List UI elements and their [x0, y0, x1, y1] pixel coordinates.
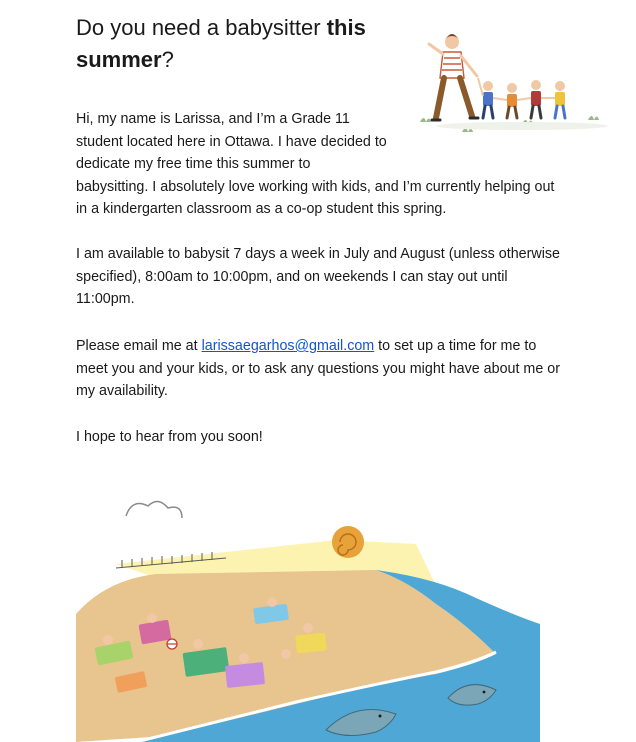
contact-before: Please email me at [76, 338, 202, 354]
sun-icon [332, 526, 364, 558]
title-part-1: Do you need a babysitter [76, 15, 327, 40]
page-title [76, 12, 406, 76]
beach-ball-icon [167, 639, 177, 649]
cloud [126, 501, 182, 518]
intro-rest: babysitting. I absolutely love working with kids, and I’m currently helping out in a kindergarten classroom as a co-op student this spring. [76, 178, 555, 217]
email-link[interactable]: larissaegarhos@gmail.com [201, 338, 375, 354]
intro-line-1: Hi, my name is Larissa, and I’m a Grade 11 [76, 111, 350, 127]
contact-after: to set up a time for me to meet you and your kids, or to ask any questions you might have about me or my availability. [76, 338, 560, 399]
contact-paragraph [76, 335, 566, 403]
intro-paragraph [76, 108, 566, 221]
title-bold: this summer [76, 15, 366, 72]
intro-line-2: student located here in Ottawa. I have decided to [76, 133, 387, 150]
availability-paragraph: I am available to babysit 7 days a week in July and August (unless otherwise specified), 8:00am to 10:00pm, and on weekends I can stay out until 11:00pm. [76, 246, 560, 307]
intro-line-3: dedicate my free time this summer to [76, 156, 311, 172]
title-part-2: ? [161, 47, 174, 72]
beach-scene-illustration [76, 494, 540, 742]
closing-paragraph: I hope to hear from you soon! [76, 429, 263, 445]
